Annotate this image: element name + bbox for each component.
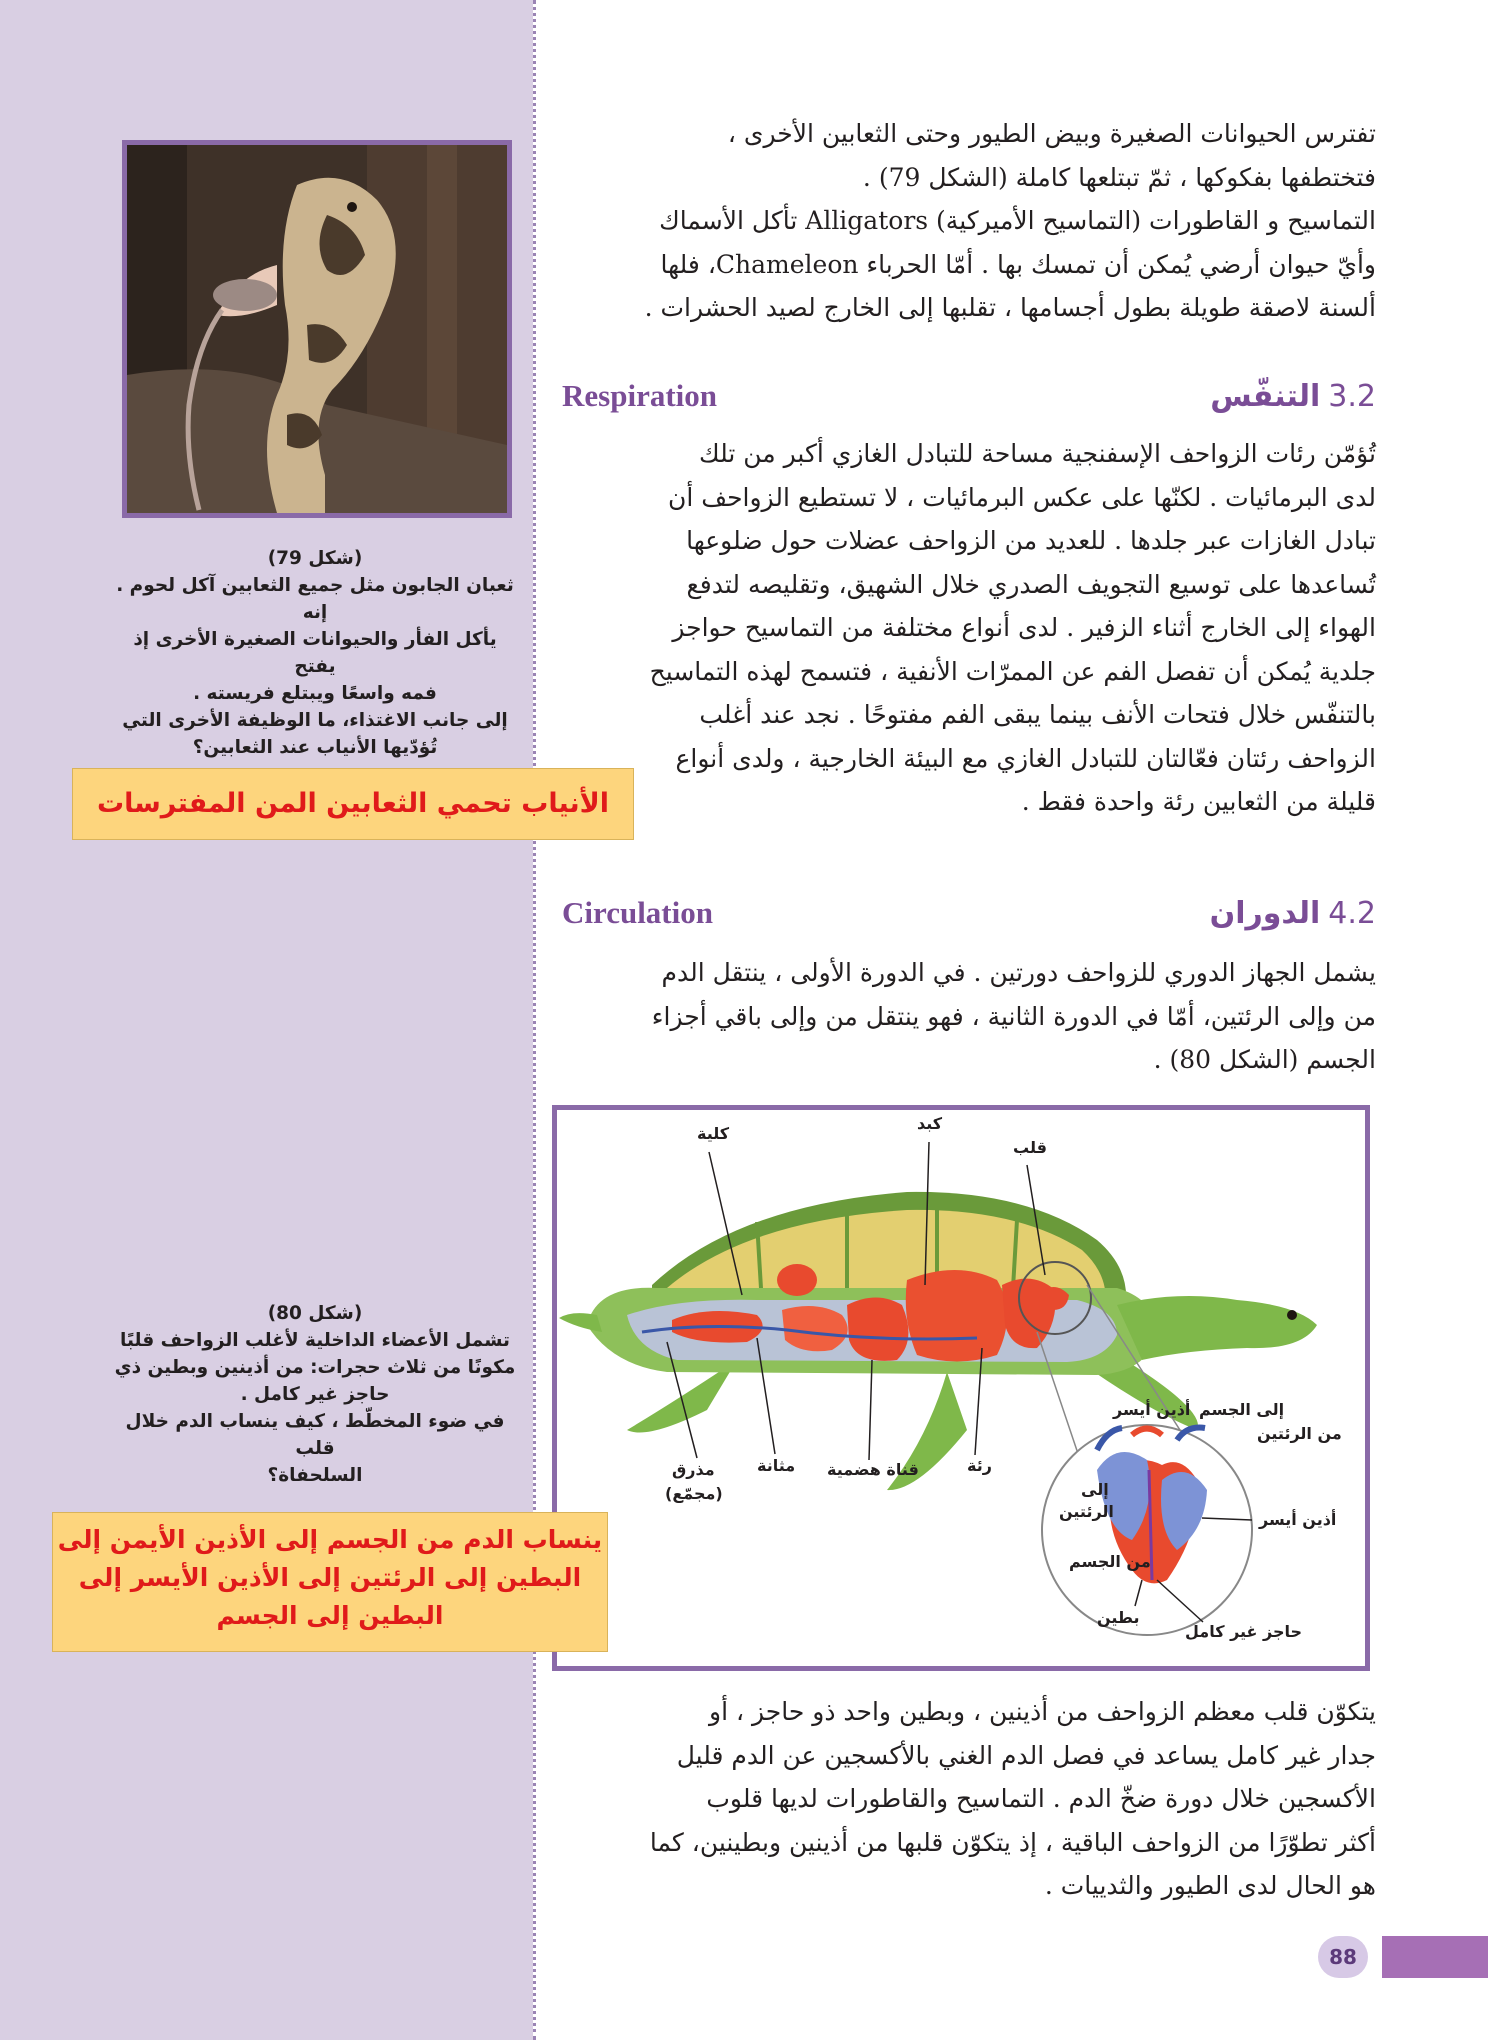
label-to-body: إلى الجسم — [1199, 1400, 1285, 1419]
intro-paragraph — [556, 112, 1376, 330]
figure-79-answer: الأنياب تحمي الثعابين المن المفترسات — [96, 788, 609, 819]
page-tab — [1382, 1936, 1488, 1978]
label-partial-septum: حاجز غير كامل — [1185, 1622, 1303, 1641]
figure-79-caption — [110, 545, 520, 761]
figure-79-title: (شكل 79) — [267, 548, 363, 569]
figure-79-photo — [122, 140, 512, 518]
paragraph-line: من وإلى الرئتين، أمّا في الدورة الثانية ، فهو ينتقل من وإلى باقي أجزاء — [651, 1001, 1376, 1031]
column-divider — [533, 0, 536, 2040]
paragraph-line: تُؤمّن رئات الزواحف الإسفنجية مساحة للتبادل الغازي أكبر من تلك — [699, 439, 1376, 468]
paragraph-line: يتكوّن قلب معظم الزواحف من أذينين ، وبطين واحد ذو حاجز ، أو — [709, 1697, 1376, 1726]
paragraph-line: هو الحال لدى الطيور والثدييات . — [1044, 1871, 1376, 1900]
paragraph-line: قليلة من الثعابين رئة واحدة فقط . — [1021, 787, 1376, 816]
paragraph-line: يشمل الجهاز الدوري للزواحف دورتين . في الدورة الأولى ، ينتقل الدم — [661, 958, 1376, 987]
respiration-number: 3.2 — [1328, 378, 1376, 414]
label-bladder: مثانة — [757, 1456, 796, 1475]
paragraph-line: تُساعدها على توسيع التجويف الصدري خلال الشهيق، وتقليصه لتدفع — [686, 569, 1376, 599]
paragraph-line: فتختطفها بفكوكها ، ثمّ تبتلعها كاملة (الشكل 79) . — [862, 162, 1376, 192]
paragraph-line: بالتنفّس خلال فتحات الأنف بينما يبقى الفم مفتوحًا . نجد عند أغلب — [699, 700, 1376, 729]
label-ventricle: بطين — [1097, 1608, 1140, 1627]
label-cloaca: مذرق — [672, 1460, 715, 1479]
circulation-title-ar — [1210, 896, 1376, 931]
circulation-heading — [562, 891, 1376, 935]
figure-80-answer-line: ينساب الدم من الجسم إلى الأذين الأيمن إلى — [57, 1525, 603, 1554]
gaboon-viper-illustration — [127, 145, 507, 513]
paragraph-line: التماسيح و القاطورات (التماسيح الأميركية) Alligators تأكل الأسماك — [659, 206, 1376, 235]
figure-79-question-line: إلى جانب الاغتذاء، ما الوظيفة الأخرى التي — [122, 710, 508, 731]
figure-80-caption-line: مكونًا من ثلاث حجرات: من أذينين وبطين ذي — [114, 1357, 516, 1378]
figure-80-question-line: في ضوء المخطّط ، كيف ينساب الدم خلال قلب — [125, 1411, 505, 1459]
figure-80-answer-line: البطين إلى الرئتين إلى الأذين الأيسر إلى — [78, 1563, 582, 1592]
paragraph-line: الهواء إلى الخارج أثناء الزفير . لدى أنواع مختلفة من التماسيح حواجز — [672, 613, 1376, 642]
figure-80-diagram — [552, 1105, 1370, 1671]
circulation-number: 4.2 — [1328, 895, 1376, 931]
paragraph-line: تبادل الغازات عبر جلدها . للعديد من الزواحف عضلات حول ضلوعها — [686, 526, 1376, 555]
turtle-anatomy-illustration — [557, 1110, 1365, 1666]
paragraph-line: جلدية يُمكن أن تفصل الفم عن الممرّات الأنفية ، فتسمح لهذه التماسيح — [649, 656, 1376, 686]
paragraph-line: جدار غير كامل يساعد في فصل الدم الغني بالأكسجين عن الدم قليل — [676, 1740, 1376, 1770]
circulation-title-text: الدوران — [1209, 895, 1321, 931]
paragraph-line: أكثر تطوّرًا من الزواحف الباقية ، إذ يتكوّن قلبها من أذينين وبطينين، كما — [649, 1827, 1376, 1857]
label-cloaca-note: (مجمّع) — [665, 1484, 723, 1503]
label-heart: قلب — [1013, 1138, 1047, 1157]
label-from-lungs: من الرئتين — [1257, 1424, 1342, 1443]
heart-paragraph — [556, 1690, 1376, 1908]
paragraph-line: الجسم (الشكل 80) . — [1153, 1045, 1376, 1074]
figure-80-caption — [110, 1300, 520, 1489]
label-to-lungs-2: الرئتين — [1059, 1502, 1114, 1521]
paragraph-line: الأكسجين خلال دورة ضخّ الدم . التماسيح والقاطورات لديها قلوب — [706, 1784, 1376, 1813]
circulation-paragraph — [556, 951, 1376, 1082]
figure-79-caption-line: فمه واسعًا ويبتلع فريسته . — [193, 683, 437, 704]
figure-79-caption-line: يأكل الفأر والحيوانات الصغيرة الأخرى إذ يفتح — [133, 629, 497, 677]
circulation-title-en: Circulation — [562, 895, 713, 930]
label-lung: رئة — [967, 1456, 992, 1475]
respiration-title-ar — [1210, 379, 1376, 414]
label-digestive-tract: قناة هضمية — [827, 1460, 919, 1479]
label-liver: كبد — [917, 1114, 943, 1133]
respiration-title-text: التنفّس — [1210, 378, 1321, 414]
page-number: 88 — [1318, 1936, 1368, 1978]
label-left-atrium-top: أذين أيسر — [1113, 1400, 1191, 1419]
figure-79-answer-box — [72, 768, 634, 840]
label-to-lungs-1: إلى — [1081, 1480, 1109, 1499]
figure-80-question-line: السلحفاة؟ — [267, 1465, 363, 1486]
paragraph-line: وأيّ حيوان أرضي يُمكن أن تمسك بها . أمّا الحرباء Chameleon، فلها — [660, 249, 1376, 279]
label-kidney: كلية — [697, 1124, 730, 1143]
figure-80-caption-line: حاجز غير كامل . — [240, 1384, 390, 1405]
figure-80-answer-box — [52, 1512, 608, 1652]
respiration-paragraph — [556, 432, 1376, 824]
figure-79-question-line: تُؤدّيها الأنياب عند الثعابين؟ — [192, 737, 438, 758]
paragraph-line: الزواحف رئتان فعّالتان للتبادل الغازي مع البيئة الخارجية ، ولدى أنواع — [675, 743, 1376, 773]
respiration-heading — [562, 374, 1376, 418]
figure-79-caption-line: ثعبان الجابون مثل جميع الثعابين آكل لحوم . إنه — [116, 575, 514, 623]
figure-80-answer-line: البطين إلى الجسم — [216, 1601, 444, 1630]
figure-80-title: (شكل 80) — [267, 1303, 363, 1324]
paragraph-line: تفترس الحيوانات الصغيرة وبيض الطيور وحتى الثعابين الأخرى ، — [727, 119, 1376, 148]
label-from-body: من الجسم — [1069, 1552, 1151, 1571]
figure-80-caption-line: تشمل الأعضاء الداخلية لأغلب الزواحف قلبًا — [120, 1330, 510, 1351]
paragraph-line: ألسنة لاصقة طويلة بطول أجسامها ، تقلبها إلى الخارج لصيد الحشرات . — [644, 293, 1376, 322]
respiration-title-en: Respiration — [562, 378, 717, 413]
paragraph-line: لدى البرمائيات . لكنّها على عكس البرمائيات ، لا تستطيع الزواحف أن — [667, 482, 1376, 512]
label-left-atrium: أذين أيسر — [1259, 1510, 1337, 1529]
